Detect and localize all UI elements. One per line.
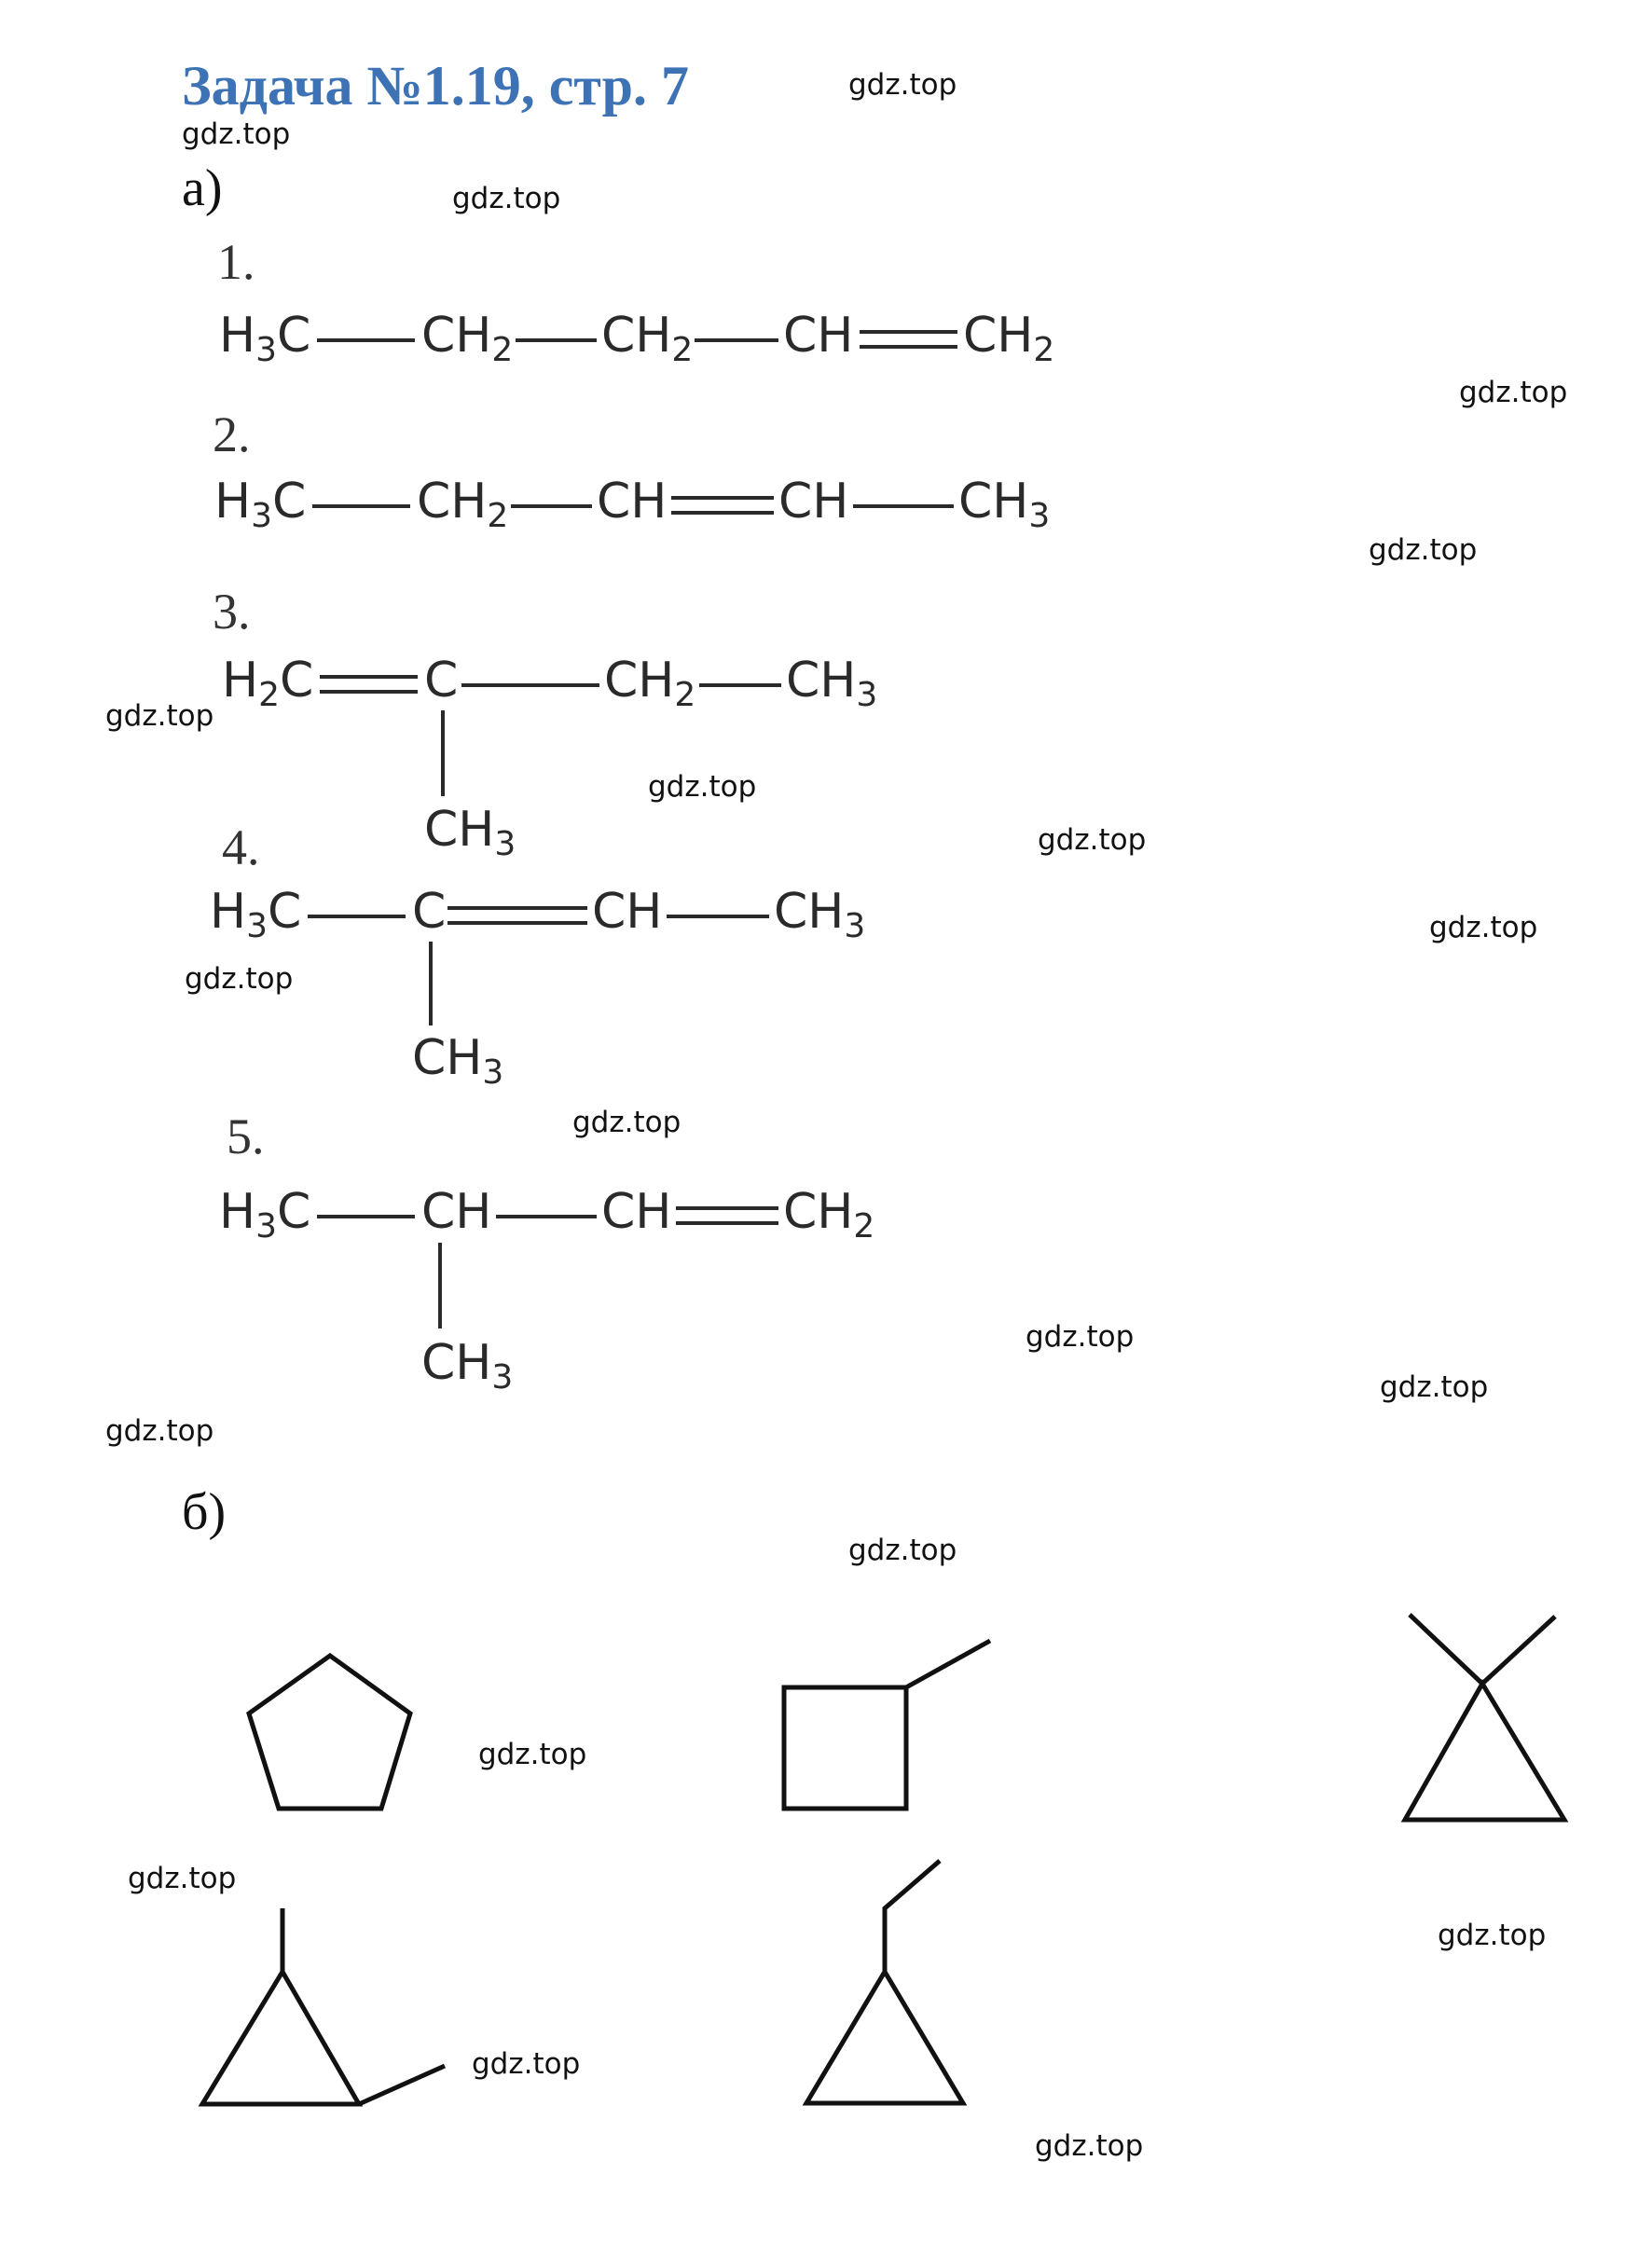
group: $H_3C$ — [219, 1184, 311, 1245]
section-a-label: а) — [182, 159, 223, 217]
group: CH — [783, 308, 854, 364]
watermark: gdz.top — [648, 770, 757, 804]
group: CH — [778, 474, 849, 530]
group: $CH_2$ — [604, 653, 696, 714]
watermark: gdz.top — [1026, 1320, 1135, 1354]
branch-group: $CH_3$ — [421, 1335, 514, 1397]
watermark: gdz.top — [848, 68, 957, 102]
watermark: gdz.top — [1438, 1919, 1547, 1952]
group: $H_3C$ — [210, 884, 302, 945]
group: $CH_2$ — [417, 474, 509, 535]
group: $CH_3$ — [774, 884, 866, 945]
compound-2-number: 2. — [213, 406, 251, 462]
group: CH — [592, 884, 663, 940]
branch-group: $CH_3$ — [424, 802, 516, 863]
watermark: gdz.top — [128, 1862, 237, 1895]
compound-1-number: 1. — [217, 234, 255, 290]
compound-5-number: 5. — [227, 1108, 265, 1164]
group: $CH_3$ — [958, 474, 1051, 535]
group: C — [412, 884, 447, 940]
watermark: gdz.top — [1429, 911, 1538, 944]
compound-3-number: 3. — [213, 584, 251, 640]
watermark: gdz.top — [472, 2047, 581, 2081]
watermark: gdz.top — [182, 117, 291, 151]
group: CH — [597, 474, 668, 530]
group: $CH_3$ — [786, 653, 878, 714]
page-title: Задача №1.19, стр. 7 — [182, 55, 689, 117]
group: $CH_2$ — [783, 1184, 875, 1245]
group: $H_2C$ — [222, 653, 314, 714]
watermark: gdz.top — [1035, 2129, 1144, 2163]
watermark: gdz.top — [1459, 376, 1568, 409]
watermark: gdz.top — [185, 962, 294, 996]
group: $CH_2$ — [963, 308, 1055, 369]
watermark: gdz.top — [572, 1106, 681, 1139]
watermark: gdz.top — [452, 182, 561, 215]
watermark: gdz.top — [105, 1414, 214, 1448]
group: $H_3C$ — [219, 308, 311, 369]
group: $CH_2$ — [421, 308, 514, 369]
watermark: gdz.top — [848, 1534, 957, 1567]
watermark: gdz.top — [105, 699, 214, 733]
group: CH — [601, 1184, 672, 1240]
watermark: gdz.top — [1038, 823, 1147, 857]
watermark: gdz.top — [1369, 533, 1478, 567]
branch-group: $CH_3$ — [412, 1030, 504, 1092]
watermark: gdz.top — [478, 1738, 587, 1771]
group: $H_3C$ — [214, 474, 307, 535]
section-b-label: б) — [182, 1483, 227, 1541]
compound-4-number: 4. — [222, 819, 260, 875]
group: C — [424, 653, 459, 709]
group: $CH_2$ — [601, 308, 694, 369]
watermark: gdz.top — [1380, 1370, 1489, 1404]
group: CH — [421, 1184, 492, 1240]
